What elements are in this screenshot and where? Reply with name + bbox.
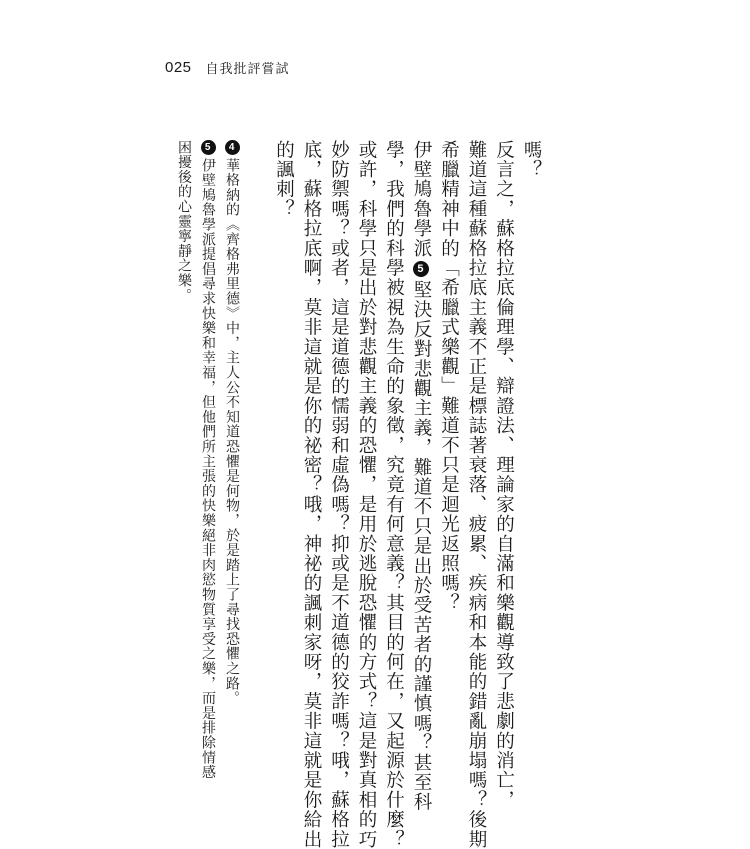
footnote xyxy=(222,140,242,706)
text-line: 的諷刺？ xyxy=(273,140,295,219)
text-line: 或許，科學只是出於對悲觀主義的恐懼，是用於逃脫恐懼的方式？這是對真相的巧 xyxy=(356,140,377,849)
footnote-text: 伊壁鳩魯學派提倡尋求快樂和幸福，但他們所主張的快樂絕非肉慾物質享受之樂，而是排除情感 xyxy=(200,158,216,780)
chapter-title: 自我批評嘗試 xyxy=(205,61,290,77)
main-text xyxy=(270,140,545,849)
text-line xyxy=(408,140,436,813)
text-line: 希臘精神中的「希臘式樂觀」難道不只是迴光返照嗎？ xyxy=(438,140,460,613)
footnotes xyxy=(170,140,242,780)
footnote-marker: 4 xyxy=(225,140,240,155)
page-header xyxy=(165,56,290,78)
footnote-continuation xyxy=(174,140,194,600)
text-line: 底，蘇格拉底啊，莫非這就是你的祕密？哦，神祕的諷刺家呀，莫非這就是你給出 xyxy=(301,140,322,849)
text-line: 反言之，蘇格拉底倫理學、辯證法、理論家的自滿和樂觀導致了悲劇的消亡， xyxy=(493,140,515,810)
footnote-text: 華格納的《齊格弗里德》中，主人公不知道恐懼是何物，於是踏上了尋找恐懼之路。 xyxy=(224,158,240,706)
text-line: 學，我們的科學被視為生命的象徵，究竟有何意義？其目的何在，又起源於什麼？ xyxy=(383,140,405,849)
text-fragment: 堅決反對悲觀主義，難道不只是出於受苦者的謹慎嗎？甚至科 xyxy=(411,280,432,813)
text-line: 難道這種蘇格拉底主義不正是標誌著衰落、疲累、疾病和本能的錯亂崩塌嗎？後期 xyxy=(466,140,487,849)
footnote-marker: 5 xyxy=(201,140,216,155)
footnote xyxy=(198,140,218,780)
text-line: 妙防禦嗎？或者，這是道德的懦弱和虛偽嗎？抑或是不道德的狡詐嗎？哦，蘇格拉 xyxy=(328,140,350,849)
page-number: 025 xyxy=(165,58,192,76)
footnote-text: 困擾後的心靈寧靜之樂。 xyxy=(176,140,192,303)
text-line: 嗎？ xyxy=(521,140,542,180)
footnote-marker: 5 xyxy=(413,261,429,277)
text-fragment: 伊壁鳩魯學派 xyxy=(411,140,432,259)
